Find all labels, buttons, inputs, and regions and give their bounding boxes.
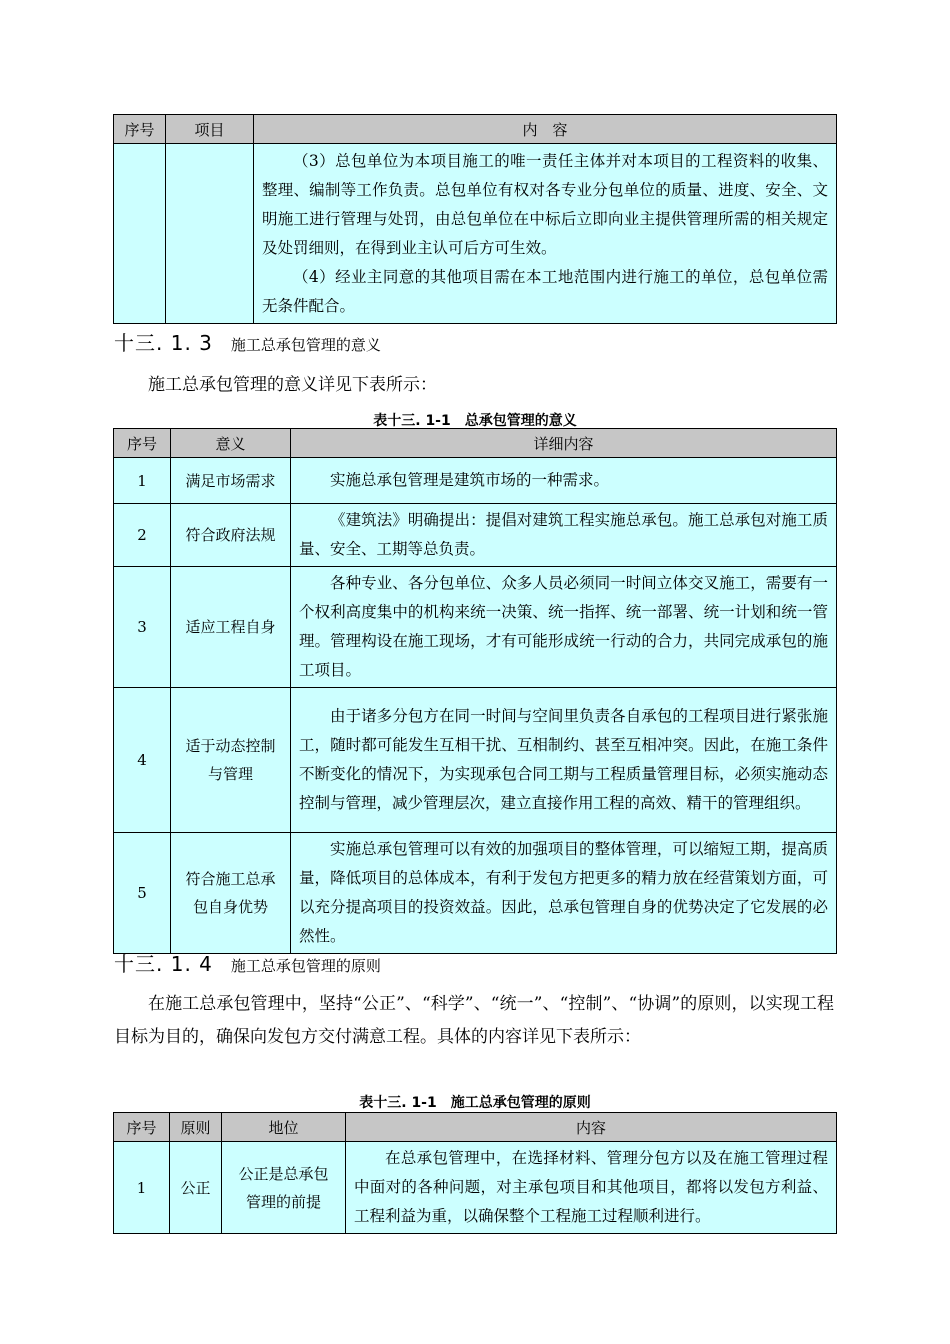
header-no: 序号 [114,1113,170,1142]
table-row [114,688,837,833]
table-row [114,144,837,324]
section-heading-1-3 [114,327,381,356]
table-principle [113,1112,837,1234]
cell-no: 1 [114,458,171,504]
header-content: 内容 [346,1113,837,1142]
cell-detail: 各种专业、各分包单位、众多人员必须同一时间立体交叉施工，需要有一个权利高度集中的机构来统一决策、统一指挥、统一部署、统一计划和统一管理。管理构设在施工现场，才有可能形成统一行动的合力，共同完成承包的施工项目。 [291,567,837,688]
cell-meaning: 适应工程自身 [171,567,291,688]
header-principle: 原则 [170,1113,222,1142]
section-heading-1-4 [114,948,381,977]
table-row [114,458,837,504]
cell-no: 3 [114,567,171,688]
cell-meaning: 适于动态控制与管理 [171,688,291,833]
table-meaning [113,428,837,954]
cell-content [254,144,837,324]
paragraph-4: （4）经业主同意的其他项目需在本工地范围内进行施工的单位，总包单位需无条件配合。 [262,268,828,315]
cell-no: 1 [114,1142,170,1234]
intro-paragraph: 在施工总承包管理中，坚持“公正”、“科学”、“统一”、“控制”、“协调”的原则，以实现工程目标为目的，确保向发包方交付满意工程。具体的内容详见下表所示： [114,994,834,1047]
section-title: 施工总承包管理的原则 [230,957,381,975]
header-no: 序号 [114,429,171,458]
cell-meaning: 符合政府法规 [171,504,291,567]
table-row [114,504,837,567]
table-row [114,567,837,688]
cell-no [114,144,166,324]
table-caption: 表十三. 1-1 总承包管理的意义 [373,413,577,429]
cell-detail: 《建筑法》明确提出：提倡对建筑工程实施总承包。施工总承包对施工质量、安全、工期等总负责。 [291,504,837,567]
table-caption: 表十三. 1-1 施工总承包管理的原则 [359,1095,591,1111]
cell-item [166,144,254,324]
table-header-row [114,115,837,144]
cell-principle: 公正 [170,1142,222,1234]
cell-detail: 实施总承包管理可以有效的加强项目的整体管理，可以缩短工期，提高质量，降低项目的总体成本，有利于发包方把更多的精力放在经营策划方面，可以充分提高项目的投资效益。因此，总承包管理自身的优势决定了它发展的必然性。 [291,833,837,954]
cell-meaning: 满足市场需求 [171,458,291,504]
header-detail: 详细内容 [291,429,837,458]
header-meaning: 意义 [171,429,291,458]
header-content: 内 容 [254,115,837,144]
section-number: 十三. 1. 4 [114,952,213,976]
table-header-row [114,1113,837,1142]
cell-status: 公正是总承包管理的前提 [222,1142,346,1234]
table-header-row [114,429,837,458]
cell-detail: 由于诸多分包方在同一时间与空间里负责各自承包的工程项目进行紧张施工，随时都可能发生互相干扰、互相制约、甚至互相冲突。因此，在施工条件不断变化的情况下，为实现承包合同工期与工程质量管理目标，必须实施动态控制与管理，减少管理层次，建立直接作用工程的高效、精干的管理组织。 [291,688,837,833]
table-top [113,114,837,324]
cell-no: 5 [114,833,171,954]
cell-no: 2 [114,504,171,567]
section-title: 施工总承包管理的意义 [230,336,381,354]
cell-meaning: 符合施工总承包自身优势 [171,833,291,954]
paragraph-3: （3）总包单位为本项目施工的唯一责任主体并对本项目的工程资料的收集、整理、编制等工作负责。总包单位有权对各专业分包单位的质量、进度、安全、文明施工进行管理与处罚，由总包单位在中标后立即向业主提供管理所需的相关规定及处罚细则，在得到业主认可后方可生效。 [262,152,828,257]
table-row [114,1142,837,1234]
header-status: 地位 [222,1113,346,1142]
intro-paragraph: 施工总承包管理的意义详见下表所示： [148,375,437,395]
section-number: 十三. 1. 3 [114,331,213,355]
header-no: 序号 [114,115,166,144]
table-row [114,833,837,954]
header-item: 项目 [166,115,254,144]
cell-detail: 实施总承包管理是建筑市场的一种需求。 [291,458,837,504]
cell-content: 在总承包管理中，在选择材料、管理分包方以及在施工管理过程中面对的各种问题，对主承包项目和其他项目，都将以发包方利益、工程利益为重，以确保整个工程施工过程顺利进行。 [346,1142,837,1234]
cell-no: 4 [114,688,171,833]
